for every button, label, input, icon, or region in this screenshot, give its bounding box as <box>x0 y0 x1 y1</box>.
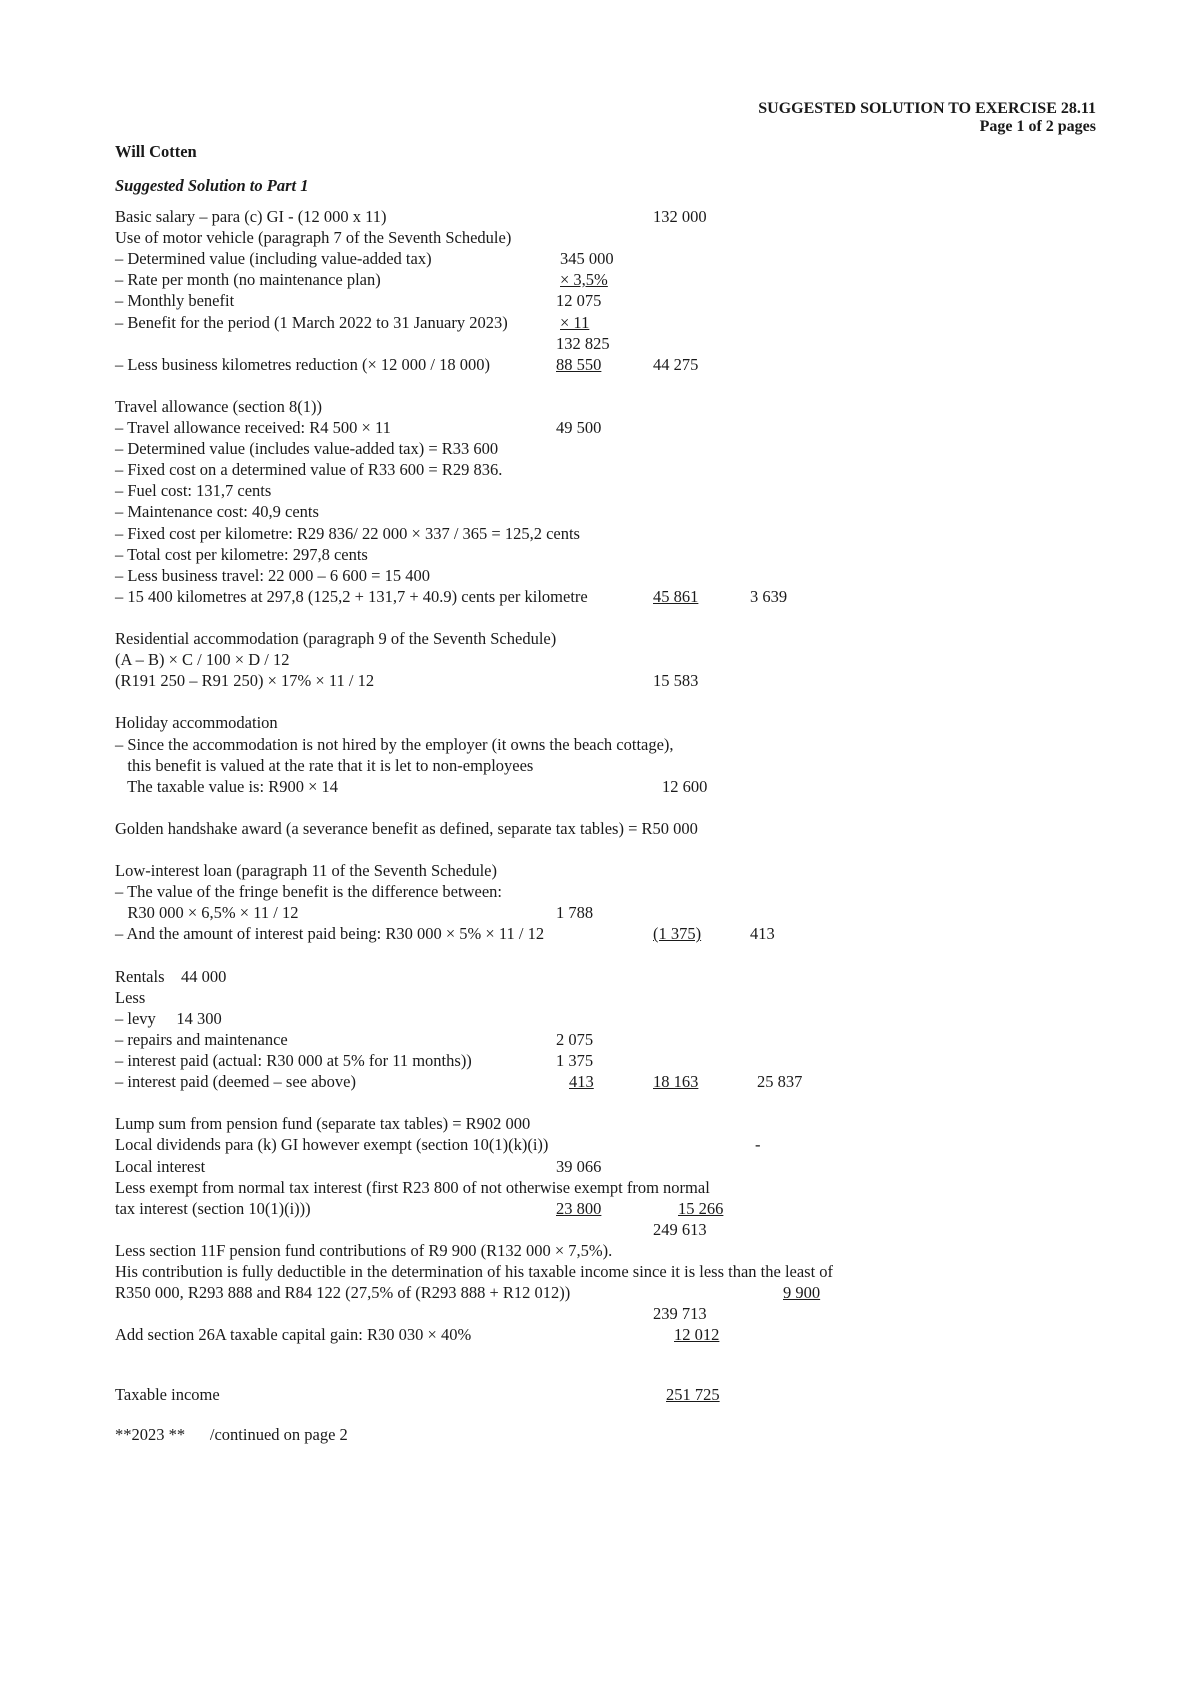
line-52 <box>0 1282 1200 1303</box>
line-text: Lump sum from pension fund (separate tax tables) = R902 000 <box>115 1114 531 1134</box>
line-text: Add section 26A taxable capital gain: R30 030 × 40% <box>115 1325 472 1345</box>
line-41 <box>0 1050 1200 1071</box>
line-12 <box>0 438 1200 459</box>
part-heading: Suggested Solution to Part 1 <box>115 176 309 195</box>
amount-col3: 132 000 <box>653 207 707 226</box>
amount-col3: 251 725 <box>666 1385 720 1404</box>
line-text: Local interest <box>115 1156 206 1176</box>
amount-col2: 39 066 <box>556 1156 602 1176</box>
line-text: Low-interest loan (paragraph 11 of the Seventh Schedule) <box>115 861 497 881</box>
line-37 <box>0 966 1200 987</box>
line-51 <box>0 1261 1200 1282</box>
line-26 <box>0 734 1200 755</box>
line-text: Local dividends para (k) GI however exempt (section 10(1)(k)(i)) <box>115 1135 549 1155</box>
document-header <box>758 100 1096 136</box>
amount-col2: 49 500 <box>556 418 602 437</box>
line-02 <box>0 227 1200 248</box>
line-07 <box>0 333 1200 354</box>
amount-col3: 15 266 <box>678 1198 724 1218</box>
line-text: The taxable value is: R900 × 14 <box>115 776 338 796</box>
line-text: Less section 11F pension fund contributions of R9 900 (R132 000 × 7,5%). <box>115 1240 613 1260</box>
line-text: Holiday accommodation <box>115 713 278 733</box>
line-23 <box>0 670 1200 691</box>
page-indicator: Page 1 of 2 pages <box>979 118 1096 135</box>
line-47 <box>0 1177 1200 1198</box>
amount-col3: 12 012 <box>674 1325 720 1345</box>
line-text: (R191 250 – R91 250) × 17% × 11 / 12 <box>115 671 375 691</box>
amount-col4: 25 837 <box>757 1072 803 1092</box>
line-text: – Rate per month (no maintenance plan) <box>115 270 381 290</box>
line-18 <box>0 565 1200 586</box>
line-11 <box>0 417 1200 438</box>
line-29 <box>0 797 1200 818</box>
name-line <box>0 141 1200 162</box>
line-06 <box>0 312 1200 333</box>
line-10 <box>0 396 1200 417</box>
line-text: – interest paid (deemed – see above) <box>115 1072 356 1092</box>
amount-col3: 44 275 <box>653 354 699 374</box>
line-text: tax interest (section 10(1)(i))) <box>115 1198 311 1218</box>
line-34 <box>0 902 1200 923</box>
line-text: – 15 400 kilometres at 297,8 (125,2 + 131,7 + 40.9) cents per kilometre <box>115 586 588 606</box>
line-50 <box>0 1240 1200 1261</box>
line-text: Less <box>115 987 146 1007</box>
line-text: – Total cost per kilometre: 297,8 cents <box>115 544 368 564</box>
amount-col2: 12 075 <box>556 291 602 311</box>
line-27 <box>0 755 1200 776</box>
amount-col2: × 3,5% <box>560 270 608 290</box>
amount-col2: 2 075 <box>556 1029 594 1049</box>
line-text: His contribution is fully deductible in the determination of his taxable income since it is less than the least of <box>115 1262 834 1281</box>
line-text: Residential accommodation (paragraph 9 of the Seventh Schedule) <box>115 629 557 648</box>
line-36 <box>0 945 1200 966</box>
line-text: – Fixed cost on a determined value of R33 600 = R29 836. <box>115 460 503 480</box>
part-heading-line <box>0 175 1200 196</box>
line-04 <box>0 269 1200 290</box>
line-text: Less exempt from normal tax interest (first R23 800 of not otherwise exempt from normal <box>115 1177 710 1197</box>
line-53 <box>0 1303 1200 1324</box>
amount-col2: 23 800 <box>556 1198 602 1218</box>
line-48 <box>0 1198 1200 1219</box>
line-text: Basic salary – para (c) GI - (12 000 x 11) <box>115 207 387 226</box>
line-28 <box>0 776 1200 797</box>
amount-col3: 12 600 <box>662 776 708 796</box>
amount-col2: 413 <box>569 1072 594 1092</box>
line-01 <box>0 206 1200 227</box>
amount-col2: 1 788 <box>556 903 594 923</box>
amount-col3: 15 583 <box>653 671 699 691</box>
line-text: – Determined value (including value-added tax) <box>115 249 432 269</box>
line-text: – Determined value (includes value-added tax) = R33 600 <box>115 439 499 459</box>
line-19 <box>0 586 1200 607</box>
line-57 <box>0 1384 1200 1405</box>
line-text: Taxable income <box>115 1385 220 1404</box>
line-text: **2023 ** /continued on page 2 <box>115 1425 348 1444</box>
line-59 <box>0 1424 1200 1445</box>
line-text: (A – B) × C / 100 × D / 12 <box>115 650 290 670</box>
line-text: – interest paid (actual: R30 000 at 5% for 11 months)) <box>115 1051 472 1070</box>
line-text: R30 000 × 6,5% × 11 / 12 <box>115 903 299 923</box>
amount-col2: × 11 <box>560 312 590 332</box>
line-09 <box>0 375 1200 396</box>
line-33 <box>0 881 1200 902</box>
line-40 <box>0 1029 1200 1050</box>
taxpayer-name: Will Cotten <box>115 142 197 161</box>
amount-col2: 345 000 <box>560 249 614 269</box>
line-22 <box>0 649 1200 670</box>
line-31 <box>0 839 1200 860</box>
line-text: – Travel allowance received: R4 500 × 11 <box>115 418 391 437</box>
line-42 <box>0 1071 1200 1092</box>
line-text: – And the amount of interest paid being: R30 000 × 5% × 11 / 12 <box>115 924 545 944</box>
line-15 <box>0 501 1200 522</box>
amount-col2: 1 375 <box>556 1051 594 1070</box>
line-text: Use of motor vehicle (paragraph 7 of the Seventh Schedule) <box>115 228 512 248</box>
line-text: – Benefit for the period (1 March 2022 to 31 January 2023) <box>115 312 508 332</box>
amount-col3: 239 713 <box>653 1304 707 1324</box>
line-20 <box>0 607 1200 628</box>
line-05 <box>0 290 1200 311</box>
line-text: – Fuel cost: 131,7 cents <box>115 481 272 501</box>
line-44 <box>0 1113 1200 1134</box>
amount-col4: - <box>755 1135 761 1155</box>
line-text: – levy 14 300 <box>115 1008 222 1028</box>
line-25 <box>0 712 1200 733</box>
line-49 <box>0 1219 1200 1240</box>
line-46 <box>0 1156 1200 1177</box>
line-text: – Monthly benefit <box>115 291 235 311</box>
line-text: Travel allowance (section 8(1)) <box>115 396 322 416</box>
line-17 <box>0 544 1200 565</box>
amount-col4: 3 639 <box>750 586 788 606</box>
line-24 <box>0 691 1200 712</box>
line-text: R350 000, R293 888 and R84 122 (27,5% of (R293 888 + R12 012)) <box>115 1283 571 1303</box>
line-text: this benefit is valued at the rate that it is let to non-employees <box>115 755 534 775</box>
amount-col4: 413 <box>750 924 775 944</box>
line-text: Golden handshake award (a severance benefit as defined, separate tax tables) = R50 000 <box>115 818 698 838</box>
amount-col2: 132 825 <box>556 333 610 353</box>
amount-col3: 45 861 <box>653 586 699 606</box>
line-21 <box>0 628 1200 649</box>
line-13 <box>0 459 1200 480</box>
line-35 <box>0 923 1200 944</box>
amount-col4: 9 900 <box>783 1283 821 1303</box>
line-text: Rentals 44 000 <box>115 966 227 986</box>
amount-col2: 88 550 <box>556 354 602 374</box>
exercise-title: SUGGESTED SOLUTION TO EXERCISE 28.11 <box>758 100 1096 117</box>
line-08 <box>0 354 1200 375</box>
line-text: – Since the accommodation is not hired by the employer (it owns the beach cottage), <box>115 734 674 754</box>
amount-col3: 249 613 <box>653 1219 707 1239</box>
line-text: – Less business kilometres reduction (× 12 000 / 18 000) <box>115 354 491 374</box>
line-32 <box>0 860 1200 881</box>
line-text: – repairs and maintenance <box>115 1029 288 1049</box>
amount-col3: (1 375) <box>653 924 702 944</box>
line-text: – The value of the fringe benefit is the difference between: <box>115 882 502 902</box>
line-text: – Maintenance cost: 40,9 cents <box>115 502 319 522</box>
line-text: – Fixed cost per kilometre: R29 836/ 22 000 × 337 / 365 = 125,2 cents <box>115 523 580 543</box>
line-14 <box>0 480 1200 501</box>
line-30 <box>0 818 1200 839</box>
line-43 <box>0 1092 1200 1113</box>
amount-col3: 18 163 <box>653 1072 699 1092</box>
line-text: – Less business travel: 22 000 – 6 600 = 15 400 <box>115 565 430 585</box>
line-38 <box>0 987 1200 1008</box>
line-54 <box>0 1324 1200 1345</box>
line-39 <box>0 1008 1200 1029</box>
line-16 <box>0 523 1200 544</box>
line-45 <box>0 1134 1200 1155</box>
line-03 <box>0 248 1200 269</box>
